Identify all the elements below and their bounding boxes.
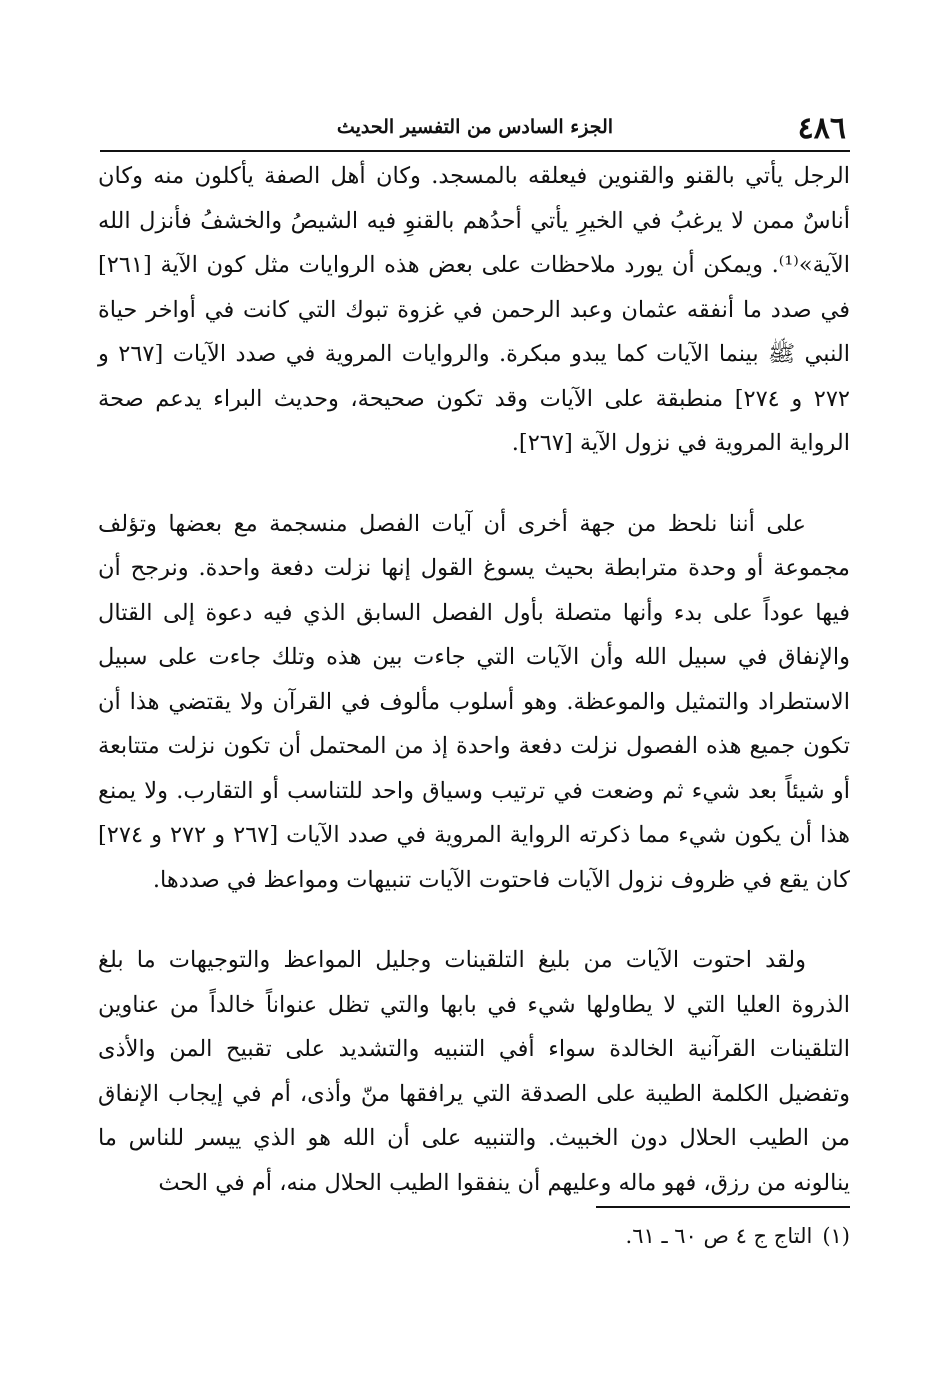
running-title: الجزء السادس من التفسير الحديث bbox=[336, 116, 614, 138]
header-divider bbox=[100, 150, 850, 152]
paragraph: الرجل يأتي بالقنو والقنوين فيعلقه بالمسجد. وكان أهل الصفة يأكلون منه وكان أناسٌ ممن لا يرغبُ في الخيرِ يأتي أحدُهم بالقنوِ فيه الشيصُ والخشفُ فأنزل الله الآية»⁽¹⁾. ويمكن أن يورد ملاحظات على بعض هذه الروايات مثل كون الآية [٢٦١] في صدد ما أنفقه عثمان وعبد الرحمن في غزوة تبوك التي كانت في أواخر حياة النبي ﷺ بينما الآيات كما يبدو مبكرة. والروايات المروية في صدد الآيات [٢٦٧ و ٢٧٢ و ٢٧٤] منطبقة على الآيات وقد تكون صحيحة، وحديث البراء يدعم صحة الرواية المروية في نزول الآية [٢٦٧]. bbox=[98, 163, 850, 456]
footnote-divider bbox=[596, 1206, 850, 1208]
footnote bbox=[500, 1216, 850, 1256]
paragraph: على أننا نلحظ من جهة أخرى أن آيات الفصل منسجمة مع بعضها وتؤلف مجموعة أو وحدة مترابطة بحيث يسوغ القول إنها نزلت دفعة واحدة. ونرجح أن فيها عوداً على بدء وأنها متصلة بأول الفصل السابق الذي فيه دعوة إلى القتال والإنفاق في سبيل الله وأن الآيات التي جاءت بين هذه وتلك جاءت على سبيل الاستطراد والتمثيل والموعظة. وهو أسلوب مألوف في القرآن ولا يقتضي هذا أن تكون جميع هذه الفصول نزلت دفعة واحدة إذ من المحتمل أن تكون نزلت متتابعة أو شيئاً بعد شيء ثم وضعت في ترتيب وسياق واحد للتناسب أو التقارب. ولا يمنع هذا أن يكون شيء مما ذكرته الرواية المروية في صدد الآيات [٢٦٧ و ٢٧٢ و ٢٧٤] كان يقع في ظروف نزول الآيات فاحتوت الآيات تنبيهات ومواعظ في صددها. bbox=[98, 510, 850, 893]
footnote-text: التاج ج ٤ ص ٦٠ ـ ٦١. bbox=[625, 1224, 813, 1248]
main-text bbox=[98, 154, 850, 1205]
paragraph: ولقد احتوت الآيات من بليغ التلقينات وجليل المواعظ والتوجيهات ما بلغ الذروة العليا التي لا يطاولها شيء في بابها والتي تظل عنواناً خالداً من عناوين التلقينات القرآنية الخالدة سواء أفي التنبيه والتشديد على تقبيح المن والأذى وتفضيل الكلمة الطيبة على الصدقة التي يرافقها منّ وأذى، أم في إيجاب الإنفاق من الطيب الحلال دون الخبيث. والتنبيه على أن الله هو الذي ييسر للناس ما ينالونه من رزق، فهو ماله وعليهم أن ينفقوا الطيب الحلال منه، أم في الحث bbox=[98, 947, 850, 1196]
page-number: ٤٨٦ bbox=[797, 111, 846, 146]
page-header bbox=[100, 104, 850, 156]
footnote-marker: (١) bbox=[822, 1224, 850, 1248]
